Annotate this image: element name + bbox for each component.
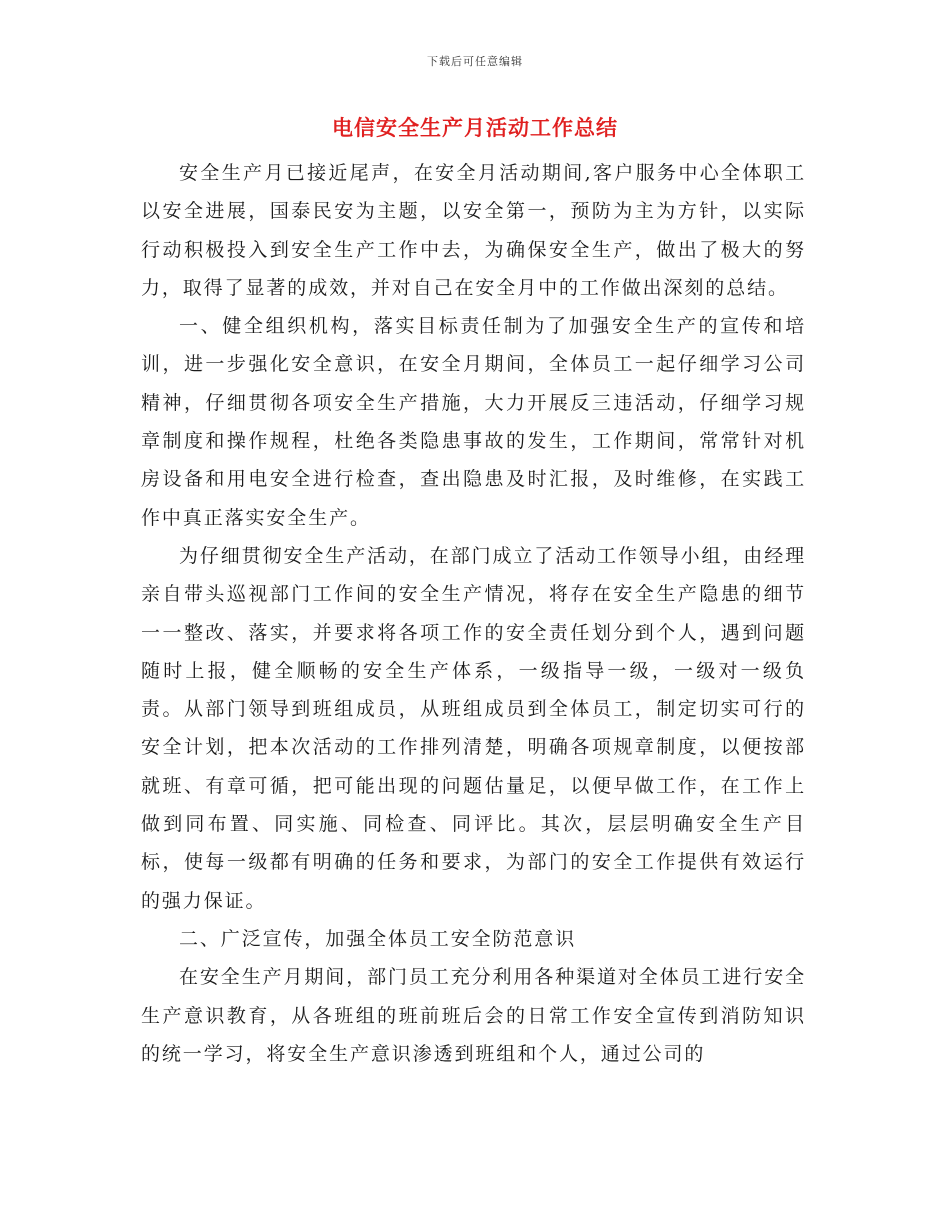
document-title: 电信安全生产月活动工作总结 bbox=[332, 116, 618, 140]
paragraph-leadership-group: 为仔细贯彻安全生产活动，在部门成立了活动工作领导小组，由经理亲自带头巡视部门工作间的安全生产情况，将存在安全生产隐患的细节一一整改、落实，并要求将各项工作的安全责任划分到个人，遇到问题随时上报，健全顺畅的安全生产体系，一级指导一级，一级对一级负责。从部门领导到班组成员，从班组成员到全体员工，制定切实可行的安全计划，把本次活动的工作排列清楚，明确各项规章制度，以便按部就班、有章可循，把可能出现的问题估量足，以便早做工作，在工作上做到同布置、同实施、同检查、同评比。其次，层层明确安全生产目标，使每一级都有明确的任务和要求，为部门的安全工作提供有效运行的强力保证。 bbox=[141, 544, 807, 912]
page-header-note: 下载后可任意编辑 bbox=[427, 55, 523, 68]
paragraph-section-two: 在安全生产月期间，部门员工充分利用各种渠道对全体员工进行安全生产意识教育，从各班组的班前班后会的日常工作安全宣传到消防知识的统一学习，将安全生产意识渗透到班组和个人，通过公司的 bbox=[141, 966, 807, 1065]
paragraph-section-one: 一、健全组织机构，落实目标责任制为了加强安全生产的宣传和培训，进一步强化安全意识，在安全月期间，全体员工一起仔细学习公司精神，仔细贯彻各项安全生产措施，大力开展反三违活动，仔细学习规章制度和操作规程，杜绝各类隐患事故的发生，工作期间，常常针对机房设备和用电安全进行检查，查出隐患及时汇报，及时维修，在实践工作中真正落实安全生产。 bbox=[141, 315, 806, 529]
section-two-heading: 二、广泛宣传，加强全体员工安全防范意识 bbox=[179, 927, 577, 950]
paragraph-intro: 安全生产月已接近尾声，在安全月活动期间,客户服务中心全体职工以安全进展，国泰民安为主题，以安全第一，预防为主为方针，以实际行动积极投入到安全生产工作中去，为确保安全生产，做出了极大的努力，取得了显著的成效，并对自己在安全月中的工作做出深刻的总结。 bbox=[141, 162, 806, 299]
document-body bbox=[141, 154, 806, 1073]
